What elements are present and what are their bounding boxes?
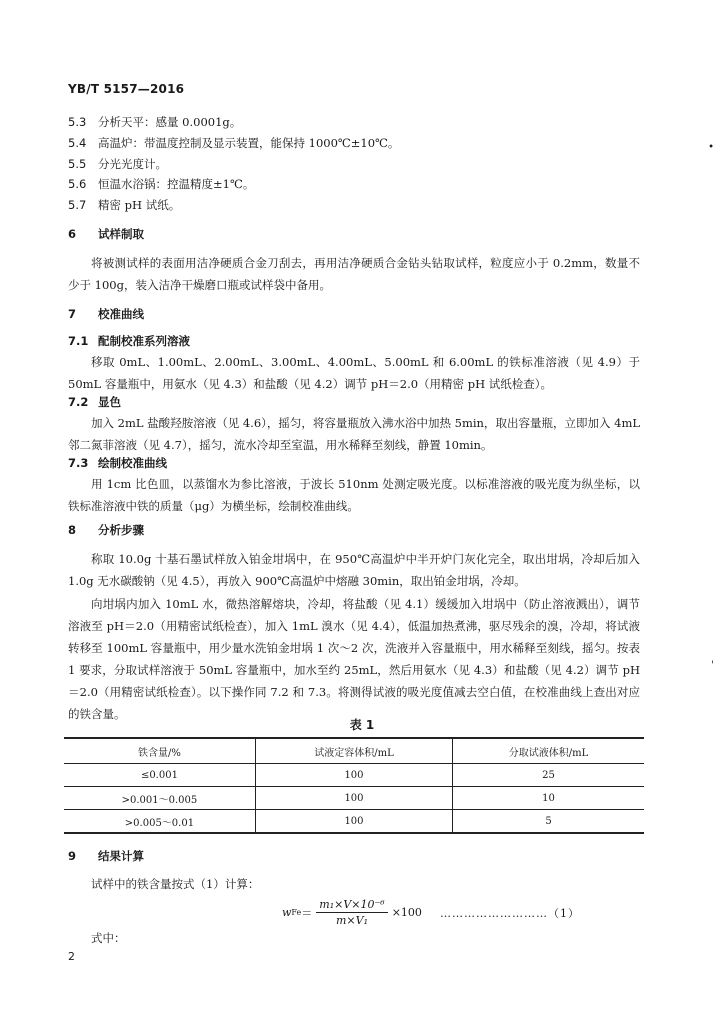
subsection-heading <box>68 394 121 410</box>
subsection-heading <box>68 333 190 349</box>
list-item <box>68 197 180 213</box>
item-number: 5.5 <box>68 157 87 171</box>
section-number: 8 <box>68 523 77 537</box>
section-heading <box>68 848 144 864</box>
table-cell: 100 <box>255 764 452 787</box>
subsection-title: 绘制校准曲线 <box>98 456 167 470</box>
table-cell: >0.005～0.01 <box>64 810 255 834</box>
column-header: 铁含量/% <box>64 738 255 764</box>
item-text: 高温炉：带温度控制及显示装置，能保持 1000℃±10℃。 <box>98 136 400 150</box>
section-title: 分析步骤 <box>98 523 144 537</box>
section-heading <box>68 226 144 242</box>
section-number: 9 <box>68 849 77 863</box>
list-item <box>68 135 399 151</box>
subsection-number: 7.1 <box>68 334 89 348</box>
margin-mark: • <box>708 142 714 153</box>
formula <box>282 898 422 927</box>
table-cell: 10 <box>453 787 644 810</box>
list-item <box>68 114 241 130</box>
section-paragraph: 将被测试样的表面用洁净硬质合金刀刮去，再用洁净硬质合金钻头钻取试样，粒度应小于 0.2mm，数量不少于 100g，装入洁净干燥磨口瓶或试样袋中备用。 <box>68 256 640 292</box>
formula-denominator: m×V₁ <box>335 914 368 927</box>
standard-code: YB/T 5157—2016 <box>68 82 185 96</box>
data-table <box>64 737 644 834</box>
page-number: 2 <box>68 950 75 963</box>
table-cell: >0.001～0.005 <box>64 787 255 810</box>
table-row <box>64 810 644 834</box>
subsection-heading <box>68 455 167 471</box>
subsection-paragraph: 加入 2mL 盐酸羟胺溶液（见 4.6），摇匀，将容量瓶放入沸水浴中加热 5min，取出容量瓶，立即加入 4mL 邻二氮菲溶液（见 4.7），摇匀，流水冷却至室温，用水稀释至刻线，静置 10min。 <box>68 416 640 452</box>
section-paragraph: 向坩埚内加入 10mL 水，微热溶解熔块，冷却，将盐酸（见 4.1）缓缓加入坩埚中（防止溶液溅出），调节溶液至 pH＝2.0（用精密试纸检查），加入 1mL 溴水（见 4.4），低温加热煮沸，驱尽残余的溴，冷却，将试液转移至 100mL 容量瓶中，用少量水洗铂金坩埚 1 次～2 次，洗液并入容量瓶中，用水稀释至刻线，摇匀。按表 1 要求，分取试样溶液于 50mL 容量瓶中，加水至约 25mL，然后用氨水（见 4.3）和盐酸（见 4.2）调节 pH＝2.0（用精密试纸检查）。以下操作同 7.2 和 7.3。将测得试液的吸光度值减去空白值，在校准曲线上查出对应的铁含量。 <box>68 597 640 721</box>
section-title: 试样制取 <box>98 227 144 241</box>
equation-number: ………………………（1） <box>440 907 580 920</box>
table-cell: 100 <box>255 787 452 810</box>
section-number: 7 <box>68 307 77 321</box>
item-number: 5.3 <box>68 115 87 129</box>
column-header: 分取试液体积/mL <box>453 738 644 764</box>
item-text: 恒温水浴锅：控温精度±1℃。 <box>98 177 255 191</box>
list-item <box>68 156 167 172</box>
item-text: 分析天平：感量 0.0001g。 <box>98 115 242 129</box>
formula-intro: 试样中的铁含量按式（1）计算： <box>91 877 260 891</box>
table-row <box>64 787 644 810</box>
section-heading <box>68 306 144 322</box>
table-cell: 100 <box>255 810 452 834</box>
subsection-paragraph: 移取 0mL、1.00mL、2.00mL、3.00mL、4.00mL、5.00mL 和 6.00mL 的铁标准溶液（见 4.9）于 50mL 容量瓶中，用氨水（见 4.3）和盐酸（见 4.2）调节 pH＝2.0（用精密 pH 试纸检查）。 <box>68 355 640 391</box>
formula-lhs: w <box>282 906 292 919</box>
section-number: 6 <box>68 227 77 241</box>
table-cell: 25 <box>453 764 644 787</box>
item-number: 5.7 <box>68 198 87 212</box>
section-heading <box>68 522 144 538</box>
column-header: 试液定容体积/mL <box>255 738 452 764</box>
formula-numerator: m₁×V×10⁻⁶ <box>316 898 387 913</box>
section-paragraph: 称取 10.0g 十基石墨试样放入铂金坩埚中，在 950℃高温炉中半开炉门灰化完全，取出坩埚，冷却后加入 1.0g 无水碳酸钠（见 4.5），再放入 900℃高温炉中熔融 30min，取出铂金坩埚，冷却。 <box>68 552 640 588</box>
section-title: 校准曲线 <box>98 307 144 321</box>
item-number: 5.4 <box>68 136 87 150</box>
table-header-row <box>64 738 644 764</box>
item-text: 精密 pH 试纸。 <box>98 198 181 212</box>
subsection-number: 7.3 <box>68 456 89 470</box>
table-caption: 表 1 <box>349 718 375 732</box>
subsection-number: 7.2 <box>68 395 89 409</box>
item-number: 5.6 <box>68 177 87 191</box>
margin-mark: ' <box>711 660 714 671</box>
table-cell: 5 <box>453 810 644 834</box>
where-label: 式中： <box>91 931 126 945</box>
table-cell: ≤0.001 <box>64 764 255 787</box>
table-row <box>64 764 644 787</box>
formula-lhs-subscript: Fe <box>291 908 302 917</box>
formula-tail: ×100 <box>391 906 422 919</box>
formula-equals: ＝ <box>301 906 313 920</box>
subsection-title: 配制校准系列溶液 <box>98 334 190 348</box>
subsection-title: 显色 <box>98 395 121 409</box>
list-item <box>68 176 254 192</box>
subsection-paragraph: 用 1cm 比色皿，以蒸馏水为参比溶液，于波长 510nm 处测定吸光度。以标准溶液的吸光度为纵坐标，以铁标准溶液中铁的质量（μg）为横坐标，绘制校准曲线。 <box>68 477 640 513</box>
section-title: 结果计算 <box>98 849 144 863</box>
formula-fraction <box>316 898 387 927</box>
item-text: 分光光度计。 <box>98 157 167 171</box>
